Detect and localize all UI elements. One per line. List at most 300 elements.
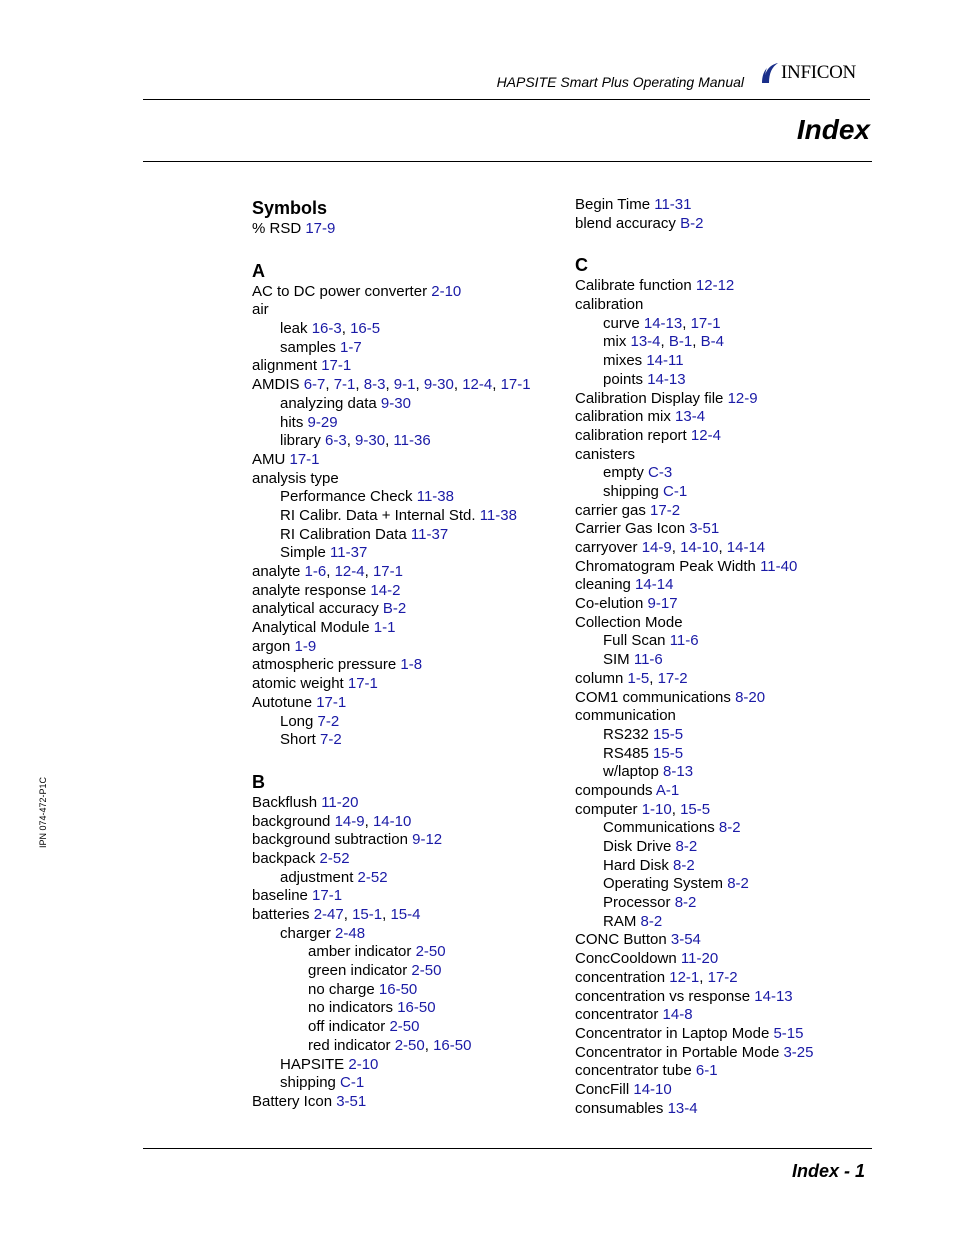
page-reference-link[interactable]: 3-25 — [783, 1043, 814, 1061]
index-term: SIM — [603, 651, 634, 669]
index-term: Operating System — [603, 875, 728, 893]
index-column-left — [252, 196, 531, 1112]
index-term: analyte response — [252, 581, 371, 599]
page-reference-link[interactable]: 8-13 — [663, 763, 694, 781]
page-reference-link[interactable]: 2-50 — [411, 962, 442, 980]
page-reference-link[interactable]: 8-2 — [718, 819, 741, 837]
page-reference-link[interactable]: 2-10 — [431, 282, 462, 300]
page-reference-link[interactable]: 2-48 — [335, 924, 366, 942]
page-reference-link[interactable]: 8-3 — [363, 376, 386, 394]
index-term: blend accuracy — [575, 214, 681, 232]
index-term: consumables — [575, 1099, 668, 1117]
index-term: Concentrator in Portable Mode — [575, 1043, 784, 1061]
section-gap — [575, 233, 813, 253]
index-entry — [252, 731, 531, 750]
page-reference-link[interactable]: 17-1 — [690, 314, 721, 332]
index-term: backpack — [252, 849, 320, 867]
index-term: carrier gas — [575, 501, 651, 519]
page-reference-link[interactable]: 2-47 — [313, 906, 344, 923]
ref-separator: , — [492, 376, 501, 394]
index-term: argon — [252, 637, 295, 655]
index-entry — [575, 614, 813, 633]
page-reference-link[interactable]: 9-30 — [380, 394, 411, 412]
index-term: mixes — [603, 352, 647, 370]
index-term: curve — [603, 314, 644, 332]
page-reference-link[interactable]: 3-51 — [336, 1092, 367, 1110]
index-entry — [575, 913, 813, 932]
index-term: shipping — [280, 1074, 341, 1092]
index-term: Disk Drive — [603, 838, 676, 855]
index-term: calibration report — [575, 426, 691, 444]
index-entry — [575, 1025, 813, 1044]
page-reference-link[interactable]: 6-7 — [303, 376, 326, 394]
index-entry — [252, 220, 531, 239]
index-term: Begin Time — [575, 196, 655, 213]
index-entry — [252, 981, 531, 1000]
index-entry — [575, 464, 813, 483]
page-reference-link[interactable]: 9-1 — [393, 376, 416, 394]
page-reference-link[interactable]: 14-13 — [754, 987, 793, 1005]
page-reference-link[interactable]: 9-12 — [412, 831, 443, 849]
page-reference-link[interactable]: 2-52 — [319, 849, 350, 867]
index-term: AMDIS — [252, 376, 304, 394]
index-term: Carrier Gas Icon — [575, 520, 690, 538]
index-term: Battery Icon — [252, 1092, 337, 1110]
page-reference-link[interactable]: 8-2 — [674, 894, 697, 912]
index-term: Analytical Module — [252, 619, 374, 637]
index-entry — [252, 283, 531, 302]
index-term: Full Scan — [603, 632, 670, 650]
index-term: analytical accuracy — [252, 600, 383, 618]
page-reference-link[interactable]: 9-17 — [647, 595, 678, 613]
page-reference-link[interactable]: 17-2 — [650, 501, 681, 519]
index-entry — [252, 831, 531, 850]
index-entry — [252, 999, 531, 1018]
index-entry — [252, 656, 531, 675]
page-reference-link[interactable]: 2-50 — [389, 1018, 420, 1036]
page-reference-link[interactable]: 11-20 — [680, 950, 719, 968]
index-term: computer — [575, 800, 642, 818]
index-section-heading: C — [575, 255, 588, 276]
index-term: ConcCooldown — [575, 950, 681, 968]
index-entry — [575, 782, 813, 801]
ref-separator: , — [424, 1036, 434, 1054]
page-reference-link[interactable]: 17-2 — [707, 968, 738, 986]
index-term: off indicator — [308, 1018, 390, 1036]
page-reference-link[interactable]: 12-4 — [334, 563, 365, 580]
index-entry — [252, 887, 531, 906]
index-entry — [252, 962, 531, 981]
index-entry — [252, 339, 531, 358]
index-entry — [252, 357, 531, 376]
index-term: background — [252, 812, 335, 830]
header-rule — [143, 99, 870, 100]
index-entry — [575, 988, 813, 1007]
index-entry — [252, 470, 531, 489]
ref-separator: , — [355, 376, 364, 394]
index-entry — [575, 315, 813, 334]
page-reference-link[interactable]: 1-6 — [304, 563, 327, 580]
page-reference-link[interactable]: 17-1 — [316, 693, 347, 711]
index-term: alignment — [252, 357, 322, 375]
index-entry — [252, 582, 531, 601]
page-reference-link[interactable]: C-1 — [340, 1074, 365, 1092]
page-reference-link[interactable]: 1-1 — [373, 619, 396, 637]
page-reference-link[interactable]: 14-10 — [372, 812, 412, 830]
index-term: carryover — [575, 539, 642, 556]
index-term: w/laptop — [603, 763, 664, 781]
page-reference-link[interactable]: 14-14 — [726, 539, 766, 556]
page-reference-link[interactable]: B-1 — [668, 333, 693, 351]
index-term: ConcFill — [575, 1080, 634, 1098]
page-reference-link[interactable]: 11-38 — [416, 488, 454, 506]
index-term: Chromatogram Peak Width — [575, 557, 761, 575]
index-term: HAPSITE — [280, 1055, 349, 1073]
page-reference-link[interactable]: 1-8 — [400, 656, 423, 674]
page-reference-link[interactable]: 11-38 — [479, 506, 517, 524]
index-term: compounds — [575, 781, 656, 799]
index-term: atomic weight — [252, 675, 348, 693]
page-reference-link[interactable]: 11-37 — [330, 544, 368, 562]
page-reference-link[interactable]: 14-13 — [643, 314, 683, 332]
page-reference-link[interactable]: 1-10 — [641, 800, 672, 818]
index-term: Concentrator in Laptop Mode — [575, 1024, 774, 1042]
index-entry — [252, 488, 531, 507]
page-reference-link[interactable]: 12-4 — [690, 426, 721, 444]
page-reference-link[interactable]: 2-52 — [357, 868, 388, 886]
index-entry — [575, 726, 813, 745]
index-term: Backflush — [252, 793, 322, 811]
page-reference-link[interactable]: 6-3 — [325, 432, 347, 450]
ref-separator: , — [364, 563, 373, 580]
ref-separator: , — [649, 669, 658, 687]
index-term: analyzing data — [280, 394, 381, 412]
index-term: AMU — [252, 450, 290, 468]
page-reference-link[interactable]: C-1 — [663, 482, 688, 500]
index-entry — [575, 1006, 813, 1025]
ref-separator: , — [671, 539, 681, 556]
index-term: Performance Check — [280, 488, 417, 506]
page-reference-link[interactable]: 9-29 — [307, 413, 338, 431]
index-entry — [575, 558, 813, 577]
page-reference-link[interactable]: 1-7 — [340, 338, 362, 356]
index-entry — [575, 819, 813, 838]
page-reference-link[interactable]: 13-4 — [630, 333, 661, 351]
index-term: Processor — [603, 894, 675, 912]
index-entry — [575, 632, 813, 651]
page-reference-link[interactable]: 11-36 — [393, 432, 431, 450]
index-term: Calibrate function — [575, 277, 696, 295]
index-term: library — [280, 432, 326, 450]
page-reference-link[interactable]: 17-1 — [289, 450, 320, 468]
index-entry — [252, 1093, 531, 1112]
page-reference-link[interactable]: 14-10 — [633, 1080, 672, 1098]
page-reference-link[interactable]: 9-30 — [355, 432, 386, 450]
page-title: Index — [796, 114, 870, 145]
index-term: samples — [280, 338, 341, 356]
document-part-number: IPN 074-472-P1C — [38, 776, 48, 848]
page-reference-link[interactable]: 14-8 — [662, 1006, 693, 1024]
index-term: Calibration Display file — [575, 389, 728, 407]
index-entry — [252, 414, 531, 433]
index-section-heading: A — [252, 260, 265, 281]
index-term: mix — [603, 333, 631, 351]
footer-rule — [143, 1148, 872, 1149]
page-reference-link[interactable]: 12-9 — [727, 389, 758, 407]
index-term: green indicator — [308, 962, 412, 980]
page-reference-link[interactable]: 7-2 — [320, 731, 342, 749]
ref-separator: , — [385, 432, 394, 450]
index-entry — [252, 507, 531, 526]
page-reference-link[interactable]: 7-2 — [317, 712, 340, 730]
index-entry — [575, 1044, 813, 1063]
section-gap — [252, 750, 531, 770]
index-term: canisters — [575, 445, 636, 463]
page-reference-link[interactable]: 5-15 — [773, 1024, 804, 1042]
index-entry — [252, 713, 531, 732]
index-entry — [575, 576, 813, 595]
inficon-logo-icon — [760, 62, 780, 84]
page-reference-link[interactable]: 11-31 — [654, 196, 692, 213]
index-term: cleaning — [575, 576, 636, 594]
index-entry — [575, 745, 813, 764]
index-term: air — [252, 301, 269, 319]
ref-separator: , — [415, 376, 424, 394]
index-entry — [252, 813, 531, 832]
page-reference-link[interactable]: 12-1 — [669, 968, 700, 986]
index-entry — [575, 371, 813, 390]
index-entry — [252, 943, 531, 962]
page-reference-link[interactable]: 14-9 — [334, 812, 365, 830]
page-reference-link[interactable]: 13-4 — [675, 408, 706, 426]
page-reference-link[interactable]: 14-9 — [641, 539, 672, 556]
index-entry — [575, 707, 813, 726]
page-reference-link[interactable]: 2-50 — [415, 943, 446, 961]
index-entry — [575, 539, 813, 558]
index-entry — [252, 1018, 531, 1037]
index-section-heading: Symbols — [252, 198, 328, 218]
index-term: Long — [280, 712, 318, 730]
page-reference-link[interactable]: 15-1 — [352, 906, 383, 923]
page-reference-link[interactable]: 15-5 — [680, 800, 711, 818]
index-entry — [252, 694, 531, 713]
page-reference-link[interactable]: 6-1 — [695, 1062, 718, 1080]
index-term: baseline — [252, 887, 313, 905]
page-reference-link[interactable]: 2-50 — [394, 1036, 425, 1054]
index-term: analyte — [252, 563, 305, 580]
page-reference-link[interactable]: 8-2 — [673, 856, 695, 874]
index-entry — [575, 651, 813, 670]
index-entry — [252, 395, 531, 414]
index-term: hits — [280, 413, 308, 431]
page-reference-link[interactable]: 8-2 — [675, 838, 698, 855]
index-entry — [252, 451, 531, 470]
index-entry — [252, 906, 531, 925]
page-reference-link[interactable]: 14-10 — [680, 539, 719, 556]
ref-separator: , — [453, 376, 463, 394]
index-entry — [252, 1037, 531, 1056]
index-entry — [575, 296, 813, 315]
index-entry — [575, 763, 813, 782]
page-reference-link[interactable]: 15-5 — [653, 744, 684, 762]
page-reference-link[interactable]: 16-3 — [311, 320, 342, 338]
index-entry — [575, 950, 813, 969]
index-term: batteries — [252, 906, 314, 923]
index-entry — [575, 408, 813, 427]
page-reference-link[interactable]: 1-9 — [294, 637, 317, 655]
index-entry — [252, 869, 531, 888]
index-entry — [575, 931, 813, 950]
index-term: red indicator — [308, 1036, 395, 1054]
index-term: adjustment — [280, 868, 358, 886]
ref-separator: , — [699, 968, 708, 986]
page-reference-link[interactable]: 15-5 — [653, 725, 684, 743]
page-reference-link[interactable]: 11-20 — [321, 793, 359, 811]
index-entry — [252, 619, 531, 638]
index-entry — [252, 850, 531, 869]
index-term: RAM — [603, 912, 641, 930]
index-term: concentrator tube — [575, 1062, 696, 1080]
page-reference-link[interactable]: 14-13 — [647, 370, 686, 388]
index-entry — [252, 563, 531, 582]
index-term: calibration — [575, 296, 644, 314]
page-reference-link[interactable]: 2-10 — [348, 1055, 379, 1073]
index-entry — [252, 320, 531, 339]
ref-separator: , — [364, 812, 373, 830]
index-entry — [575, 838, 813, 857]
page-reference-link[interactable]: 15-4 — [390, 906, 421, 923]
index-entry — [575, 427, 813, 446]
index-entry — [252, 600, 531, 619]
index-term: points — [603, 370, 648, 388]
page-reference-link[interactable]: 11-37 — [410, 525, 449, 543]
ref-separator: , — [343, 906, 353, 923]
page-reference-link[interactable]: 11-40 — [760, 557, 798, 575]
index-term: AC to DC power converter — [252, 282, 432, 300]
index-entry — [575, 520, 813, 539]
page-reference-link[interactable]: 17-1 — [500, 376, 531, 394]
index-term: shipping — [603, 482, 664, 500]
page-reference-link[interactable]: 9-30 — [423, 376, 454, 394]
page-reference-link[interactable]: A-1 — [655, 781, 680, 799]
page-reference-link[interactable]: 7-1 — [333, 376, 356, 394]
index-term: column — [575, 669, 628, 687]
index-term: atmospheric pressure — [252, 656, 401, 674]
page-reference-link[interactable]: 17-1 — [372, 563, 403, 580]
index-term: no charge — [308, 980, 379, 998]
index-term: Short — [280, 731, 321, 749]
index-term: background subtraction — [252, 831, 413, 849]
index-entry — [252, 544, 531, 563]
page-number: Index - 1 — [791, 1161, 865, 1181]
page-reference-link[interactable]: 3-54 — [670, 931, 701, 949]
page-reference-link[interactable]: 17-1 — [321, 357, 352, 375]
index-term: leak — [280, 320, 312, 338]
ref-separator: , — [341, 320, 351, 338]
index-entry — [252, 1056, 531, 1075]
ref-separator: , — [326, 563, 335, 580]
page-reference-link[interactable]: 16-50 — [397, 999, 436, 1017]
index-entry — [575, 390, 813, 409]
page-reference-link[interactable]: 17-1 — [347, 675, 378, 693]
manual-title: HAPSITE Smart Plus Operating Manual — [496, 74, 744, 90]
index-entry — [575, 277, 813, 296]
index-term: Collection Mode — [575, 613, 683, 631]
index-term: % RSD — [252, 220, 306, 237]
page-reference-link[interactable]: 1-5 — [627, 669, 650, 687]
page-reference-link[interactable]: B-4 — [700, 333, 724, 351]
inficon-logo — [760, 60, 856, 86]
ref-separator: , — [692, 333, 701, 351]
index-entry — [575, 857, 813, 876]
index-term: CONC Button — [575, 931, 671, 949]
page-reference-link[interactable]: 13-4 — [667, 1099, 698, 1117]
ref-separator: , — [682, 314, 691, 332]
index-term: concentrator — [575, 1006, 663, 1024]
index-entry — [252, 638, 531, 657]
page-reference-link[interactable]: 8-20 — [735, 688, 766, 706]
index-entry — [575, 1081, 813, 1100]
page-reference-link[interactable]: B-2 — [680, 214, 704, 232]
index-entry — [575, 801, 813, 820]
index-term: calibration mix — [575, 408, 676, 426]
page-reference-link[interactable]: 16-5 — [350, 320, 381, 338]
index-column-right — [575, 196, 813, 1118]
page-reference-link[interactable]: 12-4 — [462, 376, 493, 394]
ref-separator: , — [325, 376, 334, 394]
page-reference-link[interactable]: 12-12 — [695, 277, 735, 295]
page-reference-link[interactable]: 14-11 — [646, 352, 684, 370]
index-term: RI Calibration Data — [280, 525, 411, 543]
page-reference-link[interactable]: B-2 — [382, 600, 407, 618]
page-reference-link[interactable]: 14-2 — [370, 581, 401, 599]
index-entry — [252, 526, 531, 545]
index-entry — [252, 1074, 531, 1093]
page-reference-link[interactable]: 8-2 — [640, 912, 663, 930]
page-reference-link[interactable]: 17-1 — [312, 887, 343, 905]
section-gap — [252, 239, 531, 259]
index-term: Simple — [280, 544, 331, 562]
index-term: empty — [603, 464, 649, 482]
page-reference-link[interactable]: 14-14 — [635, 576, 674, 594]
index-entry — [575, 215, 813, 234]
index-entry — [575, 483, 813, 502]
index-entry — [575, 333, 813, 352]
ref-separator: , — [346, 432, 356, 450]
page-reference-link[interactable]: 3-51 — [689, 520, 720, 538]
page-reference-link[interactable]: 16-50 — [378, 980, 418, 998]
page-reference-link[interactable]: 11-6 — [669, 632, 699, 650]
index-term: Co-elution — [575, 595, 648, 613]
page-reference-link[interactable]: 8-2 — [727, 875, 749, 893]
index-entry — [252, 925, 531, 944]
ref-separator: , — [385, 376, 394, 394]
index-entry — [575, 969, 813, 988]
index-term: communication — [575, 707, 676, 725]
index-entry — [575, 446, 813, 465]
index-entry — [575, 502, 813, 521]
index-term: RS232 — [603, 725, 654, 743]
index-entry — [575, 196, 813, 215]
page-reference-link[interactable]: 17-9 — [305, 220, 336, 237]
index-section-heading: B — [252, 771, 265, 792]
page-reference-link[interactable]: 17-2 — [657, 669, 688, 687]
page-reference-link[interactable]: C-3 — [648, 464, 673, 482]
index-term: no indicators — [308, 999, 398, 1017]
page-reference-link[interactable]: 16-50 — [433, 1036, 472, 1054]
page-reference-link[interactable]: 11-6 — [633, 651, 663, 669]
index-term: Communications — [603, 819, 719, 837]
